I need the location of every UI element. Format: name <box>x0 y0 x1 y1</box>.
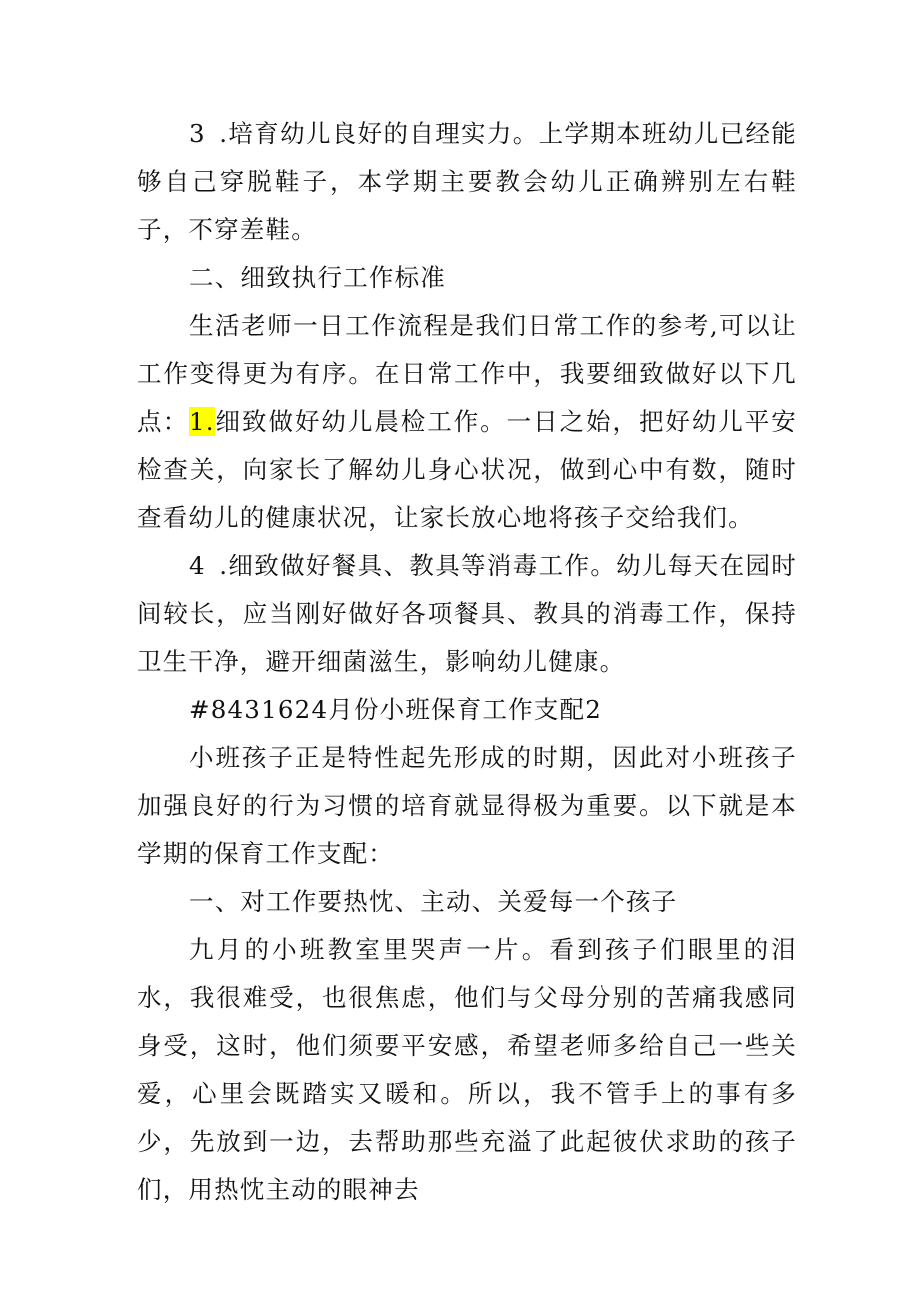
paragraph-september: 九月的小班教室里哭声一片。看到孩子们眼里的泪水，我很难受，也很焦虑，他们与父母分别的苦痛我感同身受，这时，他们须要平安感，希望老师多给自己一些关爱，心里会既踏实又暖和。所以，我不管手上的事有多少，先放到一边，去帮助那些充溢了此起彼伏求助的孩子们，用热忱主动的眼神去 <box>137 935 797 1204</box>
paragraph-introduction: 小班孩子正是特性起先形成的时期，因此对小班孩子加强良好的行为习惯的培育就显得极为重要。以下就是本学期的保育工作支配： <box>137 743 797 868</box>
heading-work-standards: 二、细致执行工作标准 <box>189 263 446 292</box>
paragraph-self-care: 3 .培育幼儿良好的自理实力。上学期本班幼儿已经能够自己穿脱鞋子，本学期主要教会幼儿正确辨别左右鞋子，不穿差鞋。 <box>137 119 797 244</box>
item-text: 细致做好幼儿晨检工作。一日之始，把好幼儿平安检查关，向家长了解幼儿身心状况，做到心中有数，随时查看幼儿的健康状况，让家长放心地将孩子交给我们。 <box>137 407 797 532</box>
paragraph-morning-check <box>137 398 797 542</box>
paragraph-daily-workflow: 生活老师一日工作流程是我们日常工作的参考,可以让工作变得更为有序。在日常工作中，我要细致做好以下几点： <box>137 311 797 436</box>
section-title: #8431624月份小班保育工作支配2 <box>189 695 603 724</box>
item-number-highlight: 1. <box>189 407 215 436</box>
paragraph-disinfection: 4 .细致做好餐具、教具等消毒工作。幼儿每天在园时间较长，应当刚好做好各项餐具、教具的消毒工作，保持卫生干净，避开细菌滋生，影响幼儿健康。 <box>137 551 797 676</box>
heading-care-children: 一、对工作要热忱、主动、关爱每一个孩子 <box>189 887 678 916</box>
